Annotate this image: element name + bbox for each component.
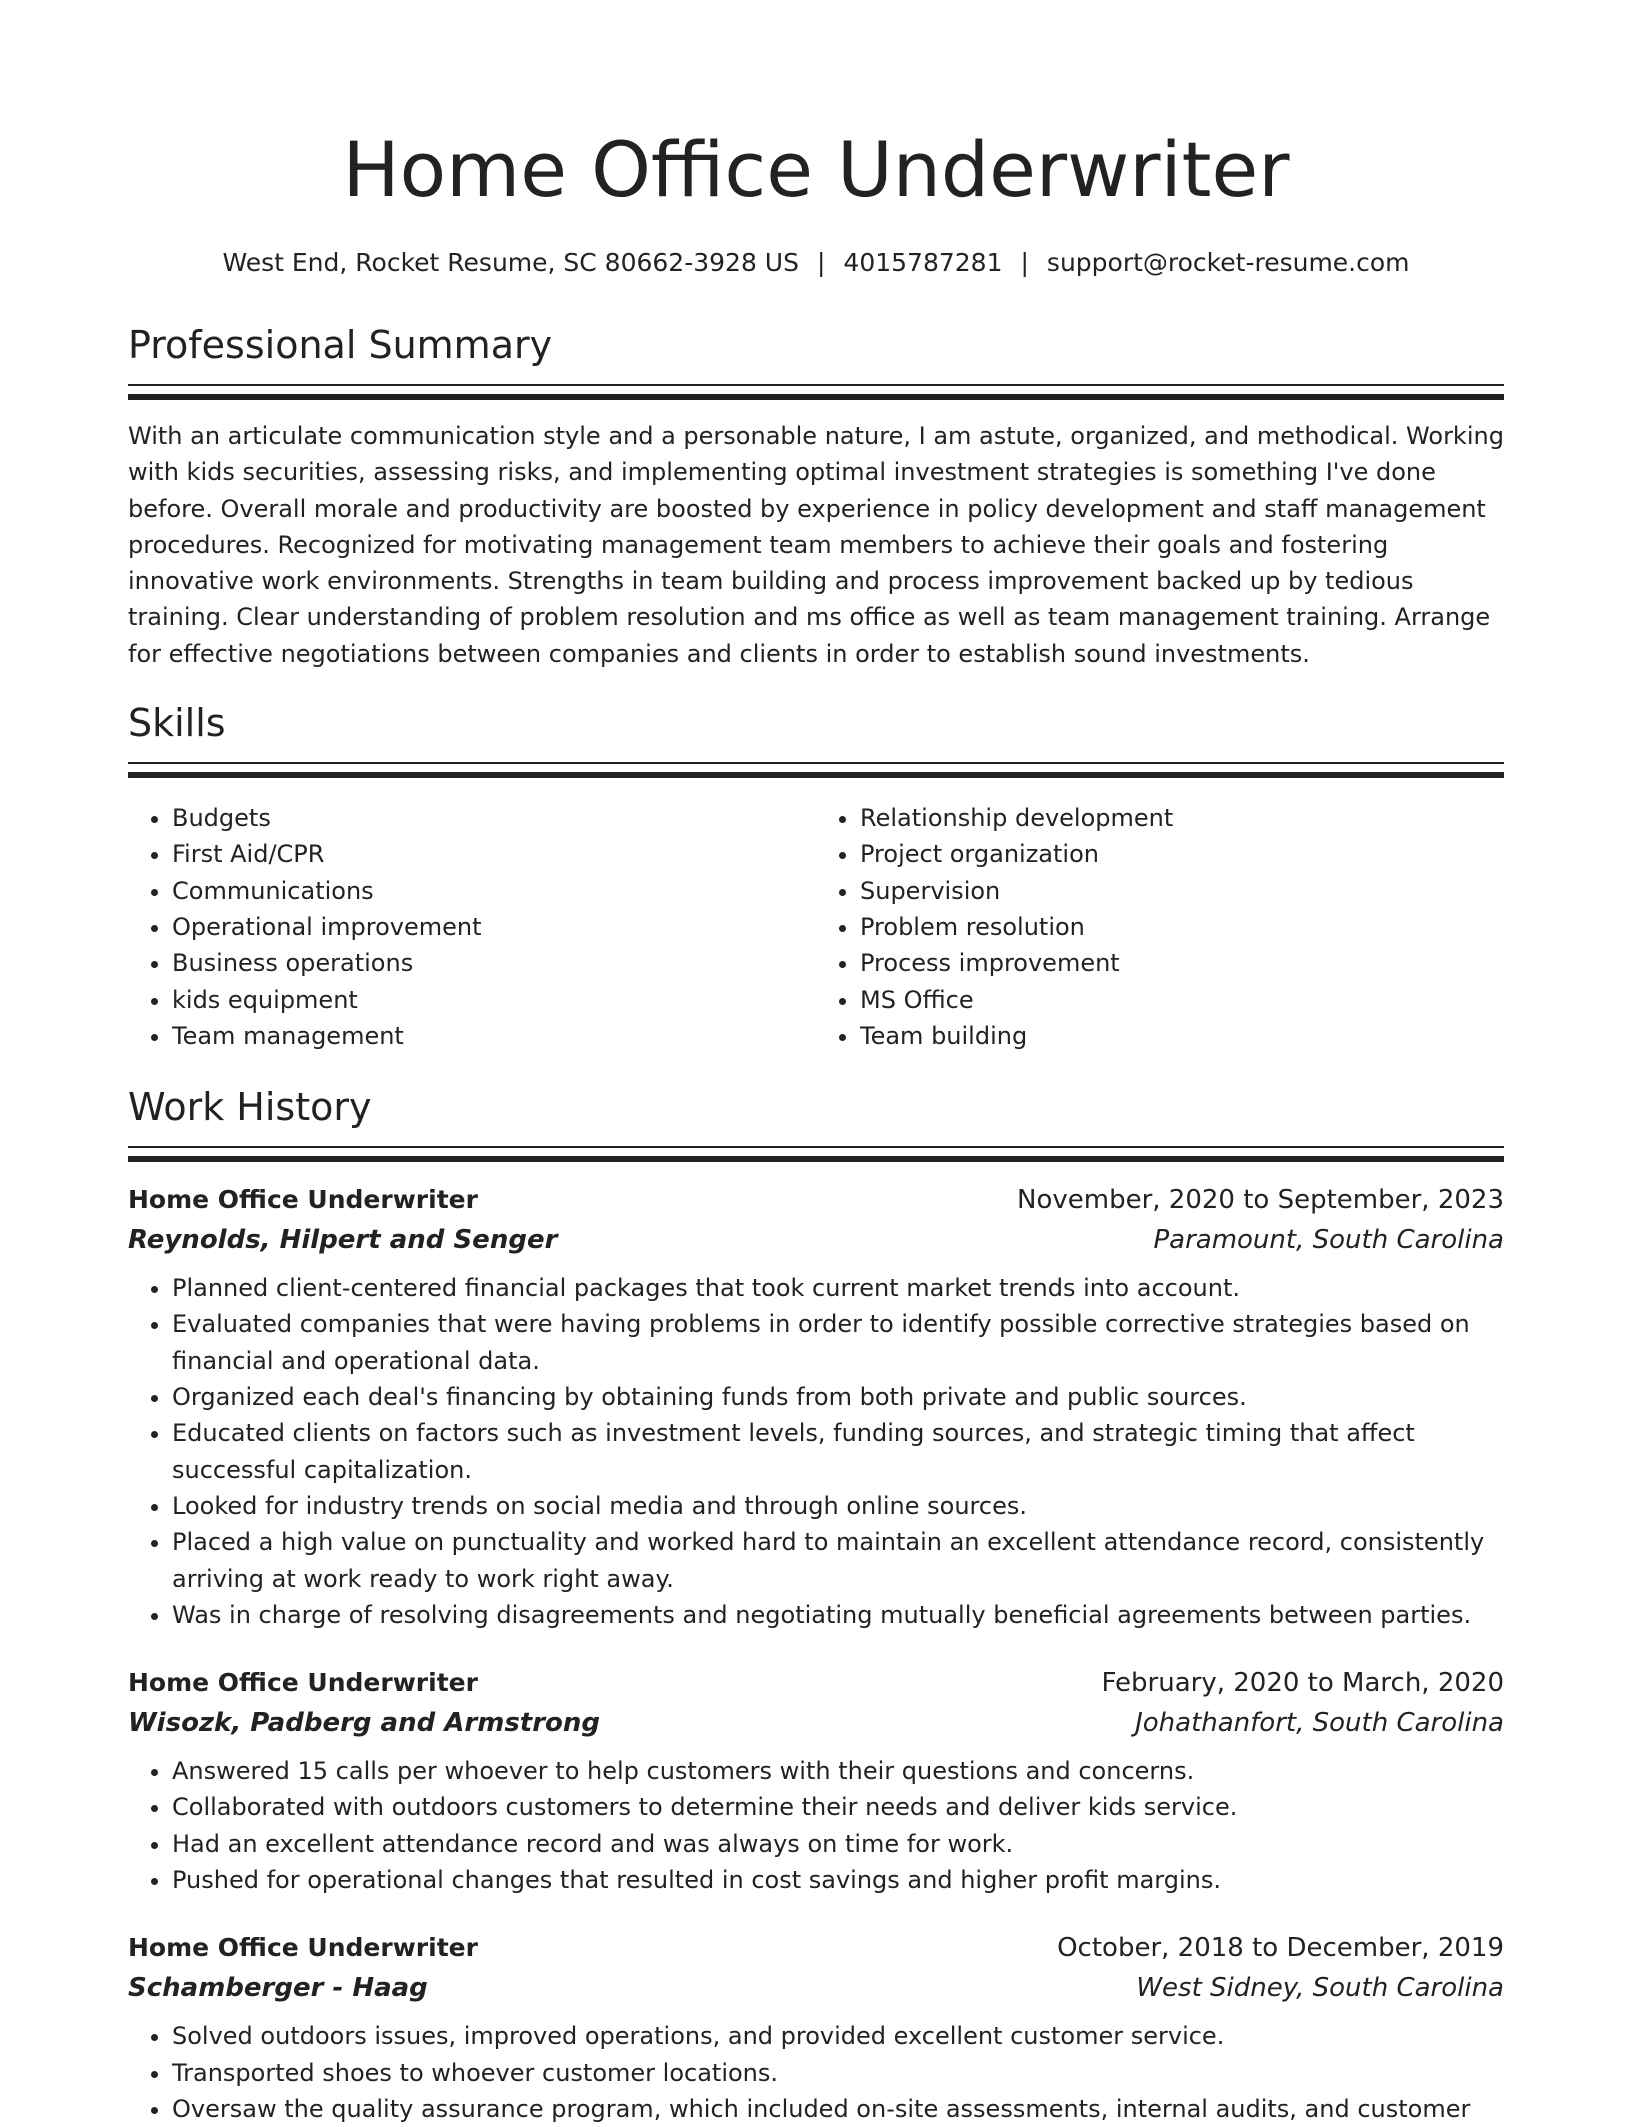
skill-item: • MS Office [860, 982, 1504, 1018]
job-header-row [128, 1180, 1504, 1220]
job-title: Home Office Underwriter [128, 1185, 478, 1215]
job-bullet: • Placed a high value on punctuality and worked hard to maintain an excellent attendance record, consistently arriving at work ready to work right away. [172, 1524, 1504, 1597]
summary-heading: Professional Summary [128, 323, 553, 367]
job-entry [128, 1928, 1504, 2127]
summary-text: With an articulate communication style and a personable nature, I am astute, organized, and methodical. Working with kids securities, assessing risks, and implementing optimal investment strategies is something I've done before. Overall morale and productivity are boosted by experience in policy development and staff management procedures. Recognized for motivating management team members to achieve their goals and fostering innovative work environments. Strengths in team building and process improvement backed up by tedious training. Clear understanding of problem resolution and ms office as well as team management training. Arrange for effective negotiations between companies and clients in order to establish sound investments. [128, 422, 1504, 668]
skill-item: • First Aid/CPR [172, 836, 816, 872]
job-company: Wisozk, Padberg and Armstrong [128, 1708, 601, 1739]
job-dates: November, 2020 to September, 2023 [1017, 1185, 1504, 1216]
skill-item: • Team management [172, 1018, 816, 1054]
job-company-row [128, 1968, 1504, 2008]
job-bullet: • Organized each deal's financing by obtaining funds from both private and public sources. [172, 1379, 1504, 1415]
job-bullet: • Oversaw the quality assurance program, which included on-site assessments, internal audits, and customer [172, 2091, 1504, 2127]
skill-item: • Team building [860, 1018, 1504, 1054]
work-history-heading: Work History [128, 1085, 372, 1130]
skill-item: • Budgets [172, 800, 816, 836]
job-bullet: • Planned client-centered financial packages that took current market trends into account. [172, 1270, 1504, 1306]
contact-phone: 4015787281 [843, 248, 1003, 277]
job-bullet: • Solved outdoors issues, improved operations, and provided excellent customer service. [172, 2018, 1504, 2054]
section-divider [128, 384, 1504, 400]
job-header-row [128, 1928, 1504, 1968]
job-header-row [128, 1663, 1504, 1703]
contact-email: support@rocket-resume.com [1046, 248, 1410, 277]
resume-page [128, 0, 1504, 2127]
job-bullets [128, 1753, 1504, 1898]
skill-item: • Operational improvement [172, 909, 816, 945]
job-title: Home Office Underwriter [128, 1668, 478, 1698]
job-bullet: • Was in charge of resolving disagreements and negotiating mutually beneficial agreements between parties. [172, 1597, 1504, 1633]
job-bullets [128, 2018, 1504, 2127]
job-dates: February, 2020 to March, 2020 [1101, 1668, 1504, 1699]
skill-item: • Relationship development [860, 800, 1504, 836]
skill-item: • Project organization [860, 836, 1504, 872]
skill-item: • Problem resolution [860, 909, 1504, 945]
contact-line [128, 246, 1504, 280]
job-company-row [128, 1703, 1504, 1743]
job-bullet: • Had an excellent attendance record and was always on time for work. [172, 1826, 1504, 1862]
job-bullets [128, 1270, 1504, 1633]
job-title: Home Office Underwriter [128, 1933, 478, 1963]
skills-list-left [128, 800, 816, 1054]
section-divider [128, 762, 1504, 778]
job-entry [128, 1180, 1504, 1633]
skill-item: • Business operations [172, 945, 816, 981]
section-divider [128, 1146, 1504, 1162]
candidate-name: Home Office Underwriter [342, 125, 1290, 214]
skill-item: • kids equipment [172, 982, 816, 1018]
skill-item: • Supervision [860, 873, 1504, 909]
job-company: Schamberger - Haag [128, 1973, 428, 2004]
skills-heading: Skills [128, 701, 226, 746]
skills-list-right [816, 800, 1504, 1054]
job-bullet: • Evaluated companies that were having problems in order to identify possible corrective strategies based on financial and operational data. [172, 1306, 1504, 1379]
job-bullet: • Looked for industry trends on social media and through online sources. [172, 1488, 1504, 1524]
job-company: Reynolds, Hilpert and Senger [128, 1225, 558, 1256]
job-bullet: • Collaborated with outdoors customers to determine their needs and deliver kids service. [172, 1789, 1504, 1825]
contact-separator: | [1020, 248, 1029, 277]
job-dates: October, 2018 to December, 2019 [1057, 1933, 1504, 1964]
job-bullet: • Transported shoes to whoever customer locations. [172, 2055, 1504, 2091]
job-location: Johathanfort, South Carolina [1135, 1708, 1504, 1739]
contact-separator: | [816, 248, 826, 277]
job-bullet: • Pushed for operational changes that resulted in cost savings and higher profit margins. [172, 1862, 1504, 1898]
job-entry [128, 1663, 1504, 1898]
skills-columns [128, 800, 1504, 1054]
job-location: Paramount, South Carolina [1153, 1225, 1504, 1256]
skill-item: • Process improvement [860, 945, 1504, 981]
skill-item: • Communications [172, 873, 816, 909]
job-bullet: • Answered 15 calls per whoever to help customers with their questions and concerns. [172, 1753, 1504, 1789]
job-location: West Sidney, South Carolina [1136, 1973, 1504, 2004]
job-company-row [128, 1220, 1504, 1260]
contact-address: West End, Rocket Resume, SC 80662-3928 US [222, 248, 799, 277]
job-bullet: • Educated clients on factors such as investment levels, funding sources, and strategic timing that affect successful capitalization. [172, 1415, 1504, 1488]
